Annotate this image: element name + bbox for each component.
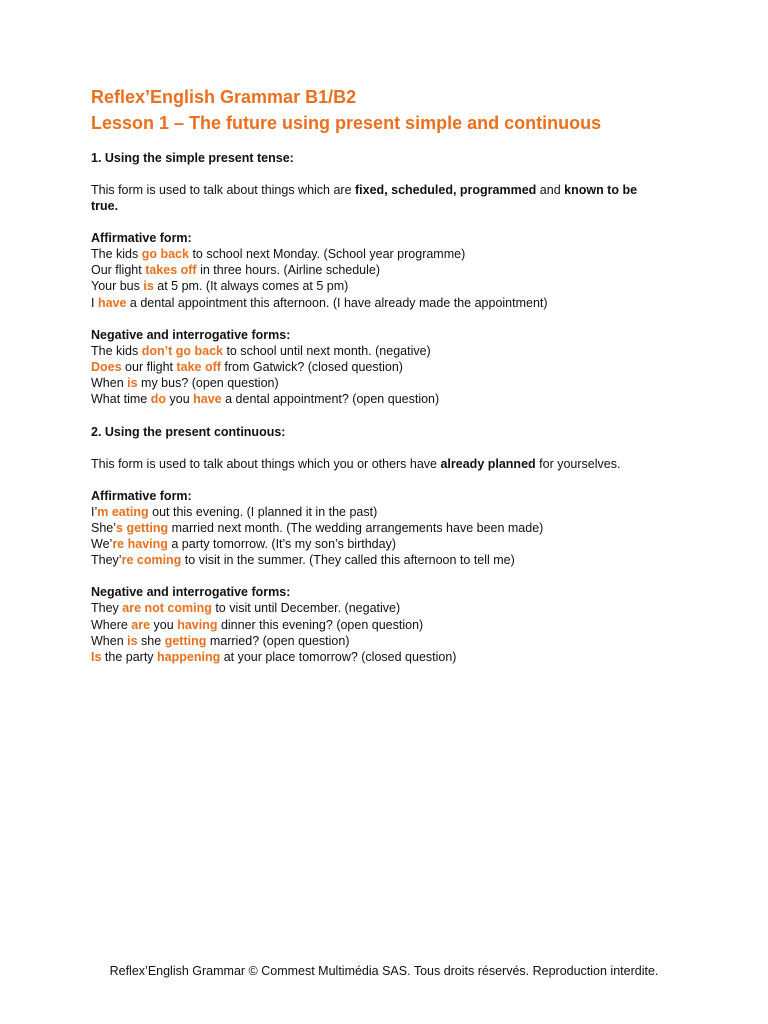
highlighted-verb: have [193,392,222,407]
highlighted-verb: happening [157,650,221,665]
text-run: out this evening. (I planned it in the past) [148,504,378,519]
text-run: Your bus [91,279,144,294]
text-run: married? (open question) [206,633,350,648]
document-title [91,84,691,136]
highlighted-verb: re having [112,537,168,552]
text-run: you [150,617,178,632]
text-run: for yourselves. [535,456,621,471]
example-sentence [91,359,691,375]
section-heading: 1. Using the simple present tense: [91,151,294,165]
highlighted-verb: s getting [116,520,169,535]
text-run: my bus? (open question) [137,376,279,391]
section-heading: 2. Using the present continuous: [91,424,286,439]
example-sentence [91,600,691,616]
negative-examples [91,343,691,408]
text-run: When [91,376,128,391]
highlighted-verb: don’t go back [141,343,223,358]
section-simple-present [91,150,691,408]
text-run: a party tomorrow. (It’s my son’s birthday) [167,537,396,552]
affirmative-examples [91,246,691,311]
text-run: you [166,392,194,407]
negative-heading: Negative and interrogative forms: [91,585,291,600]
example-sentence [91,278,691,294]
example-sentence [91,391,691,407]
section-intro [91,456,691,472]
negative-examples [91,600,691,665]
text-run: to school next Monday. (School year programme) [188,247,466,261]
negative-heading: Negative and interrogative forms: [91,327,291,342]
text-run: the party [101,650,158,665]
document-page [91,84,691,665]
example-sentence [91,375,691,391]
section-intro [91,182,661,214]
highlighted-verb: is [127,633,138,648]
highlighted-verb: is [127,376,138,391]
text-run: The kids [91,247,142,261]
text-run: a dental appointment this afternoon. (I have already made the appointment) [126,295,548,310]
text-run: from Gatwick? (closed question) [220,360,403,375]
highlighted-verb: re coming [121,553,182,568]
example-sentence [91,262,691,278]
highlighted-verb: having [177,617,218,632]
highlighted-verb: getting [164,633,207,648]
example-sentence [91,617,691,633]
affirmative-heading: Affirmative form: [91,488,192,503]
bold-text: fixed, scheduled, programmed [355,183,537,197]
text-run: They’ [91,553,122,568]
page-footer: Reflex’English Grammar © Commest Multimédia SAS. Tous droits réservés. Reproduction interdite. [109,964,659,978]
text-run: married next month. (The wedding arrangements have been made) [168,520,544,535]
text-run: to school until next month. (negative) [222,343,431,358]
highlighted-verb: are [131,617,151,632]
text-run: Our flight [91,263,146,278]
text-run: I [91,295,98,310]
text-run: in three hours. (Airline schedule) [196,263,381,278]
bold-text: already planned [440,456,536,471]
highlighted-verb: take off [176,360,221,375]
example-sentence [91,552,691,568]
text-run: our flight [121,360,177,375]
text-run: at your place tomorrow? (closed question) [220,650,457,665]
affirmative-heading: Affirmative form: [91,231,192,245]
example-sentence [91,295,691,311]
highlighted-verb: are not coming [122,601,212,616]
example-sentence [91,246,691,262]
title-line-1: Reflex’English Grammar B1/B2 [91,87,357,107]
text-run: dinner this evening? (open question) [217,617,424,632]
text-run: she [137,633,165,648]
title-line-2: Lesson 1 – The future using present simple and continuous [91,113,602,133]
text-run: I’ [91,504,98,519]
affirmative-examples [91,504,691,569]
text-run: What time [91,392,151,407]
text-run: to visit until December. (negative) [211,601,401,616]
text-run: The kids [91,343,142,358]
example-sentence [91,633,691,649]
highlighted-verb: m eating [97,504,149,519]
highlighted-verb: do [150,392,167,407]
text-run: and [536,183,565,197]
highlighted-verb: Is [91,650,102,665]
text-run: When [91,633,128,648]
text-run: We’ [91,537,113,552]
example-sentence [91,536,691,552]
text-run: They [91,601,123,616]
highlighted-verb: is [143,279,154,294]
highlighted-verb: takes off [145,263,197,278]
example-sentence [91,649,691,665]
example-sentence [91,504,691,520]
text-run: to visit in the summer. (They called this afternoon to tell me) [181,553,515,568]
section-present-continuous [91,424,691,666]
text-run: at 5 pm. (It always comes at 5 pm) [153,279,349,294]
text-run: a dental appointment? (open question) [221,392,440,407]
example-sentence [91,343,691,359]
text-run: Where [91,617,132,632]
text-run: This form is used to talk about things which are [91,183,356,197]
highlighted-verb: Does [91,360,122,375]
highlighted-verb: go back [141,247,189,261]
text-run: She’ [91,520,117,535]
example-sentence [91,520,691,536]
text-run: This form is used to talk about things which you or others have [91,456,441,471]
highlighted-verb: have [97,295,127,310]
bold-text: known to be true. [91,183,638,213]
